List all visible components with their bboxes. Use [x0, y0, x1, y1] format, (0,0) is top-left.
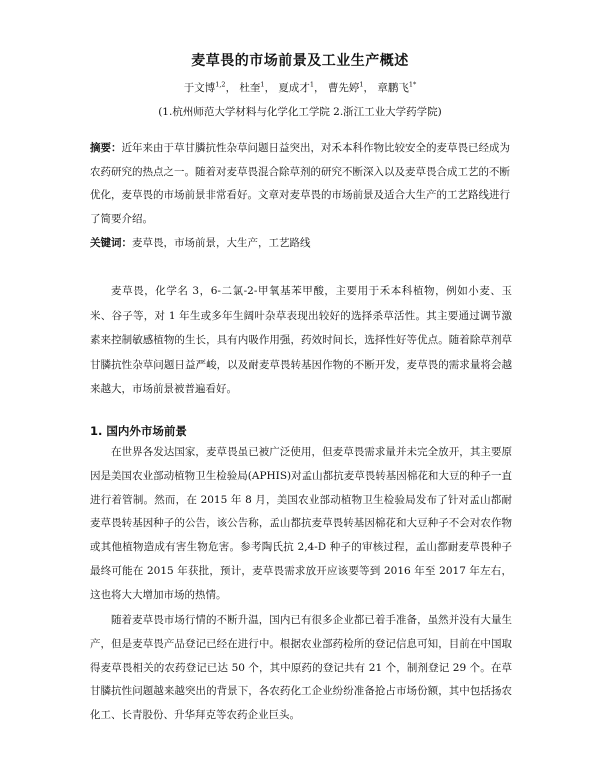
section-paragraph: 在世界各发达国家，麦草畏虽已被广泛使用，但麦草畏需求量并未完全放开，其主要原因是美国农业部动植物卫生检验局(APHIS)对孟山都抗麦草畏转基因棉花和大豆的种子一直进行着管制。然而，在 2015 年 8 月，美国农业部动植物卫生检验局发布了针对孟山都耐麦草畏转基因种子的公告，该公告称，孟山都抗麦草畏转基因棉花和大豆种子不会对农作物或其他植物造成有害生物危害。参考陶氏抗 2,4-D 种子的审核过程，孟山都耐麦草畏种子最终可能在 2015 年获批，预计，麦草畏需求放开应该要等到 2016 年至 2017 年左右，这也将大大增加市场的热情。 — [90, 446, 512, 601]
abstract-label: 摘要： — [90, 142, 122, 154]
abstract — [90, 137, 512, 231]
section-heading: 1. 国内外市场前景 — [90, 424, 187, 438]
author-name: 曹先婷 — [327, 82, 360, 94]
author-affiliation-mark: 1 — [359, 80, 364, 89]
section-paragraph: 随着麦草畏市场行情的不断升温，国内已有很多企业都已着手准备，虽然并没有大量生产，但是麦草畏产品登记已经在进行中。根据农业部药检所的登记信息可知，目前在中国取得麦草畏相关的农药登记已达 50 个，其中原药的登记共有 21 个，制剂登记 29 个。在草甘膦抗性问题越来越突出的背景下，各农药化工企业纷纷准备抢占市场份额，其中包括扬农化工、长青股份、升华拜克等农药企业巨头。 — [90, 614, 512, 722]
author-name: 夏成才 — [278, 82, 310, 94]
keywords-text: 麦草畏，市场前景，大生产，工艺路线 — [132, 237, 311, 249]
author-name: 于文博 — [183, 82, 216, 94]
keywords — [90, 235, 512, 251]
intro-paragraph: 麦草畏，化学名 3，6-二氯-2-甲氧基苯甲酸，主要用于禾本科植物，例如小麦、玉米、谷子等，对 1 年生或多年生阔叶杂草表现出较好的选择杀草活性。其主要通过调节激素来控制敏感植物的生长，具有内吸作用强，药效时间长，选择性好等优点。随着除草剂草甘膦抗性杂草问题日益严峻，以及耐麦草畏转基因作物的不断开发，麦草畏的需求量将会越来越大，市场前景被普遍看好。 — [90, 285, 512, 395]
author-list: 于文博$^{1,2}$， 杜奎$^1$， 夏成才$^1$， 曹先婷$^1$， 章鹏飞$^{1*}$ — [183, 80, 417, 94]
affiliations: (1.杭州师范大学材料与化学化工学院 2.浙江工业大学药学院) — [158, 106, 442, 118]
author-affiliation-mark: 1,2 — [215, 80, 226, 89]
author-affiliation-mark: 1 — [309, 80, 315, 89]
keywords-label: 关键词： — [90, 237, 132, 249]
author-name: 杜奎 — [239, 82, 261, 94]
paper-title: 麦草畏的市场前景及工业生产概述 — [191, 53, 409, 69]
author-name: 章鹏飞 — [377, 82, 409, 94]
abstract-text: 近年来由于草甘膦抗性杂草问题日益突出，对禾本科作物比较安全的麦草畏已经成为农药研究的热点之一。随着对麦草畏混合除草剂的研究不断深入以及麦草畏合成工艺的不断优化，麦草畏的市场前景非常看好。文章对麦草畏的市场前景及适合大生产的工艺路线进行了简要介绍。 — [90, 142, 510, 225]
author-affiliation-mark: 1 — [260, 80, 265, 89]
author-affiliation-mark: 1* — [408, 80, 417, 89]
